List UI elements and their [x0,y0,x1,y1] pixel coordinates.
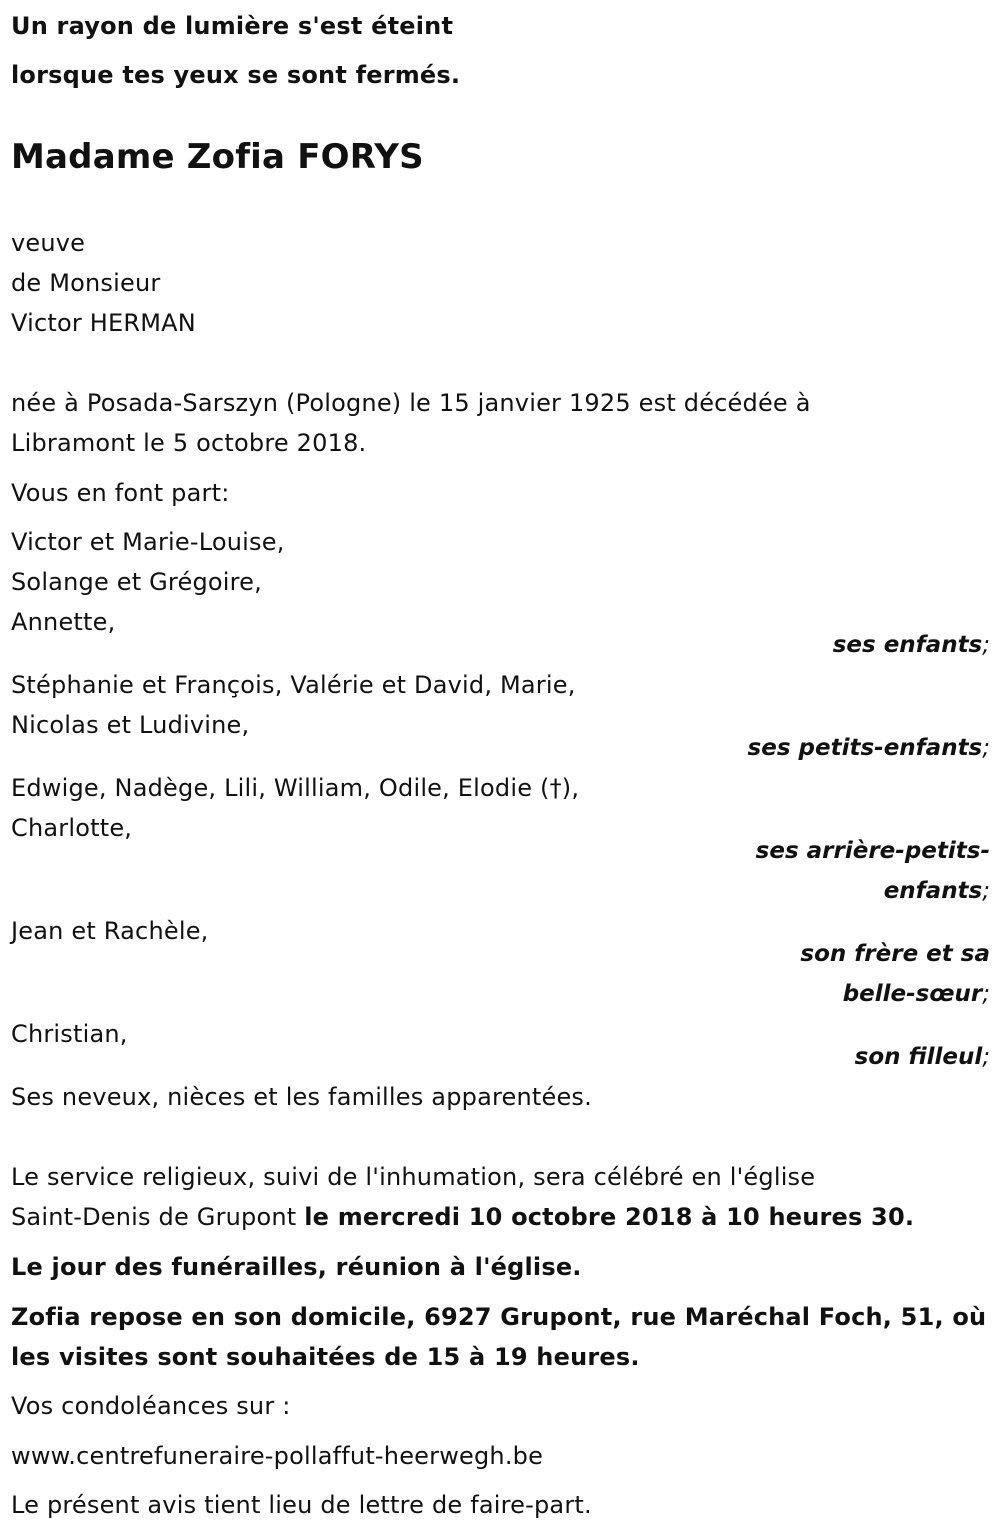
siblings-line-1: Jean et Rachèle, [11,917,209,945]
relatives-text: Ses neveux, nièces et les familles apparentées. [11,1083,592,1111]
role-great-grandchildren-1: ses arrière-petits- [755,838,990,864]
role-great-grandchildren-2: enfants; [883,878,990,904]
birth-line-2: Libramont le 5 octobre 2018. [11,429,367,457]
meeting-text: Le jour des funérailles, réunion à l'église. [11,1253,582,1281]
condolences-text: Vos condoléances sur : [11,1392,291,1420]
deceased-name: Madame Zofia FORYS [11,137,424,177]
great-grandchildren-line-1: Edwige, Nadège, Lili, William, Odile, Elodie (†), [11,774,580,802]
service-line-1: Le service religieux, suivi de l'inhumation, sera célébré en l'église [11,1163,816,1191]
great-grandchildren-line-2: Charlotte, [11,814,133,842]
grandchildren-line-2: Nicolas et Ludivine, [11,711,250,739]
godson-line-1: Christian, [11,1020,128,1048]
intro-line-1: Un rayon de lumière s'est éteint [11,12,454,40]
service-line-2: Saint-Denis de Grupont le mercredi 10 octobre 2018 à 10 heures 30. [11,1203,915,1231]
children-line-2: Solange et Grégoire, [11,568,262,596]
role-grandchildren: ses petits-enfants; [747,735,990,761]
website-link[interactable]: www.centrefuneraire-pollaffut-heerwegh.be [11,1442,544,1470]
children-line-1: Victor et Marie-Louise, [11,528,285,556]
role-siblings-1: son frère et sa [800,941,990,967]
widow-line-2: de Monsieur [11,269,161,297]
announce-text: Vous en font part: [11,479,230,507]
intro-line-2: lorsque tes yeux se sont fermés. [11,61,461,89]
children-line-3: Annette, [11,608,116,636]
role-godson: son filleul; [854,1044,990,1070]
closing-text: Le présent avis tient lieu de lettre de faire-part. [11,1491,592,1519]
birth-line-1: née à Posada-Sarszyn (Pologne) le 15 janvier 1925 est décédée à [11,389,811,417]
rest-line-2: les visites sont souhaitées de 15 à 19 heures. [11,1343,640,1371]
widow-line-1: veuve [11,229,86,257]
rest-line-1: Zofia repose en son domicile, 6927 Grupont, rue Maréchal Foch, 51, où [11,1303,987,1331]
widow-line-3: Victor HERMAN [11,309,196,337]
role-siblings-2: belle-sœur; [842,981,990,1007]
grandchildren-line-1: Stéphanie et François, Valérie et David, Marie, [11,671,576,699]
role-children: ses enfants; [832,632,990,658]
